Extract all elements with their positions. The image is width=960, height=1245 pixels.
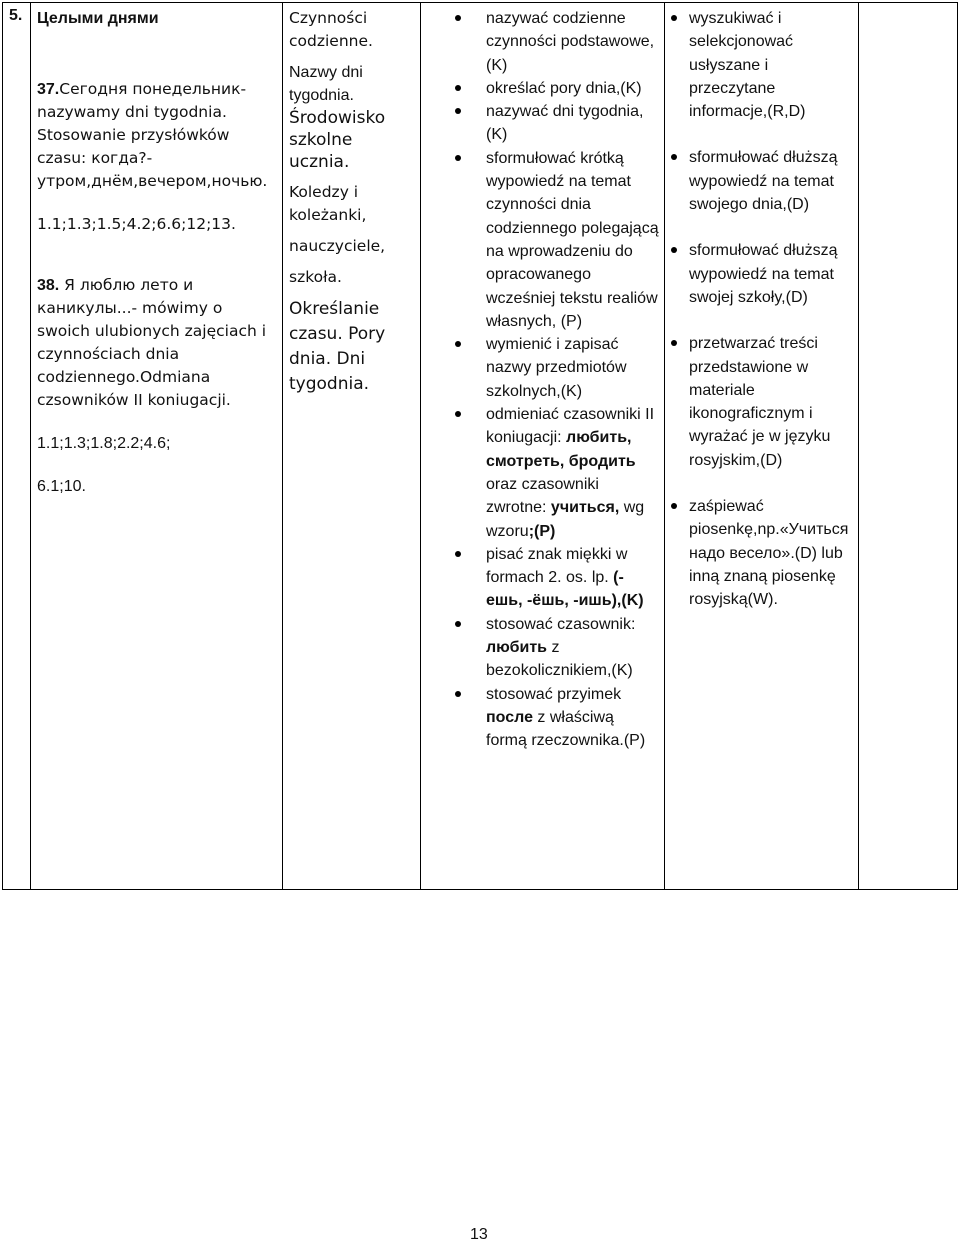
requirement-item: zaśpiewać piosenkę,np.«Учиться надо весело».(D) lub inną znaną piosenkę rosyjską(W). — [671, 495, 853, 611]
requirement-item: sformułować dłuższą wypowiedź na temat swojej szkoły,(D) — [671, 239, 853, 309]
page-number: 13 — [470, 1226, 488, 1243]
content-item: nauczyciele, — [289, 237, 386, 255]
lesson-38 — [37, 274, 279, 412]
unit-title: Целыми днями — [37, 10, 159, 27]
lesson-topic: Я люблю лето и каникулы...- mówimy o swoich ulubionych zajęciach i czynnościach dnia codziennego.Odmiana czsowników II koniugacji. — [37, 276, 267, 409]
lesson-number: 38. — [37, 277, 60, 294]
lesson-37 — [37, 78, 279, 193]
requirement-item: pisać znak miękki w formach 2. os. lp. (-ешь, -ёшь, -ишь),(K) — [431, 543, 659, 613]
curriculum-table — [2, 2, 958, 890]
requirement-item: stosować przyimek после z właściwą formą rzeczownika.(P) — [431, 683, 659, 753]
requirement-item: przetwarzać treści przedstawione w materiale ikonograficznym i wyrażać je w języku rosyjskim,(D) — [671, 332, 853, 472]
bullet-icon — [671, 503, 677, 509]
content-item: Czynności codzienne. — [289, 9, 373, 50]
content-cell — [283, 3, 421, 889]
lesson-topic: Сегодня понедельник- nazywamy dni tygodnia. Stosowanie przysłówków czasu: когда?- утром,днём,вечером,ночью. — [37, 80, 268, 190]
requirement-item: określać pory dnia,(K) — [431, 77, 659, 100]
lesson-codes: 1.1;1.3;1.5;4.2;6.6;12;13. — [37, 215, 236, 233]
content-item: Określanie czasu. Pory dnia. Dni tygodnia. — [289, 299, 386, 394]
bullet-icon — [671, 15, 677, 21]
bullet-icon — [455, 551, 461, 557]
empty-cell — [859, 3, 959, 889]
lesson-codes: 6.1;10. — [37, 478, 86, 495]
row-number: 5. — [9, 7, 23, 24]
requirement-item: nazywać dni tygodnia,(K) — [431, 100, 659, 147]
bullet-icon — [671, 247, 677, 253]
extended-requirements-list — [671, 7, 853, 612]
requirement-item: odmieniać czasowniki II koniugacji: любить, смотреть, бродить oraz czasowniki zwrotne: учиться, wg wzoru;(P) — [431, 403, 659, 543]
content-item: Nazwy dni tygodnia. — [289, 64, 363, 104]
requirement-item: stosować czasownik: любить z bezokolicznikiem,(K) — [431, 613, 659, 683]
extended-requirements-cell — [665, 3, 859, 889]
bullet-icon — [455, 15, 461, 21]
bullet-icon — [671, 340, 677, 346]
bullet-icon — [455, 341, 461, 347]
content-item: Środowisko szkolne ucznia. — [289, 108, 386, 172]
lesson-codes: 1.1;1.3;1.8;2.2;4.6; — [37, 435, 171, 452]
content-item: szkoła. — [289, 268, 342, 286]
bullet-icon — [455, 108, 461, 114]
bullet-icon — [455, 691, 461, 697]
bullet-icon — [455, 85, 461, 91]
content-item: Koledzy i koleżanki, — [289, 183, 367, 224]
bullet-icon — [455, 411, 461, 417]
bullet-icon — [671, 154, 677, 160]
topics-cell — [31, 3, 283, 889]
requirement-item: nazywać codzienne czynności podstawowe,(K) — [431, 7, 659, 77]
requirement-item: wymienić i zapisać nazwy przedmiotów szkolnych,(K) — [431, 333, 659, 403]
basic-requirements-list — [431, 7, 659, 753]
bullet-icon — [455, 155, 461, 161]
basic-requirements-cell — [421, 3, 665, 889]
requirement-item: sformułować dłuższą wypowiedź na temat swojego dnia,(D) — [671, 146, 853, 216]
requirement-item: wyszukiwać i selekcjonować usłyszane i przeczytane informacje,(R,D) — [671, 7, 853, 123]
lesson-number: 37. — [37, 81, 60, 98]
requirement-item: sformułować krótką wypowiedź na temat czynności dnia codziennego polegającą na wprowadzeniu do opracowanego wcześniej tekstu realiów własnych, (P) — [431, 147, 659, 333]
bullet-icon — [455, 621, 461, 627]
